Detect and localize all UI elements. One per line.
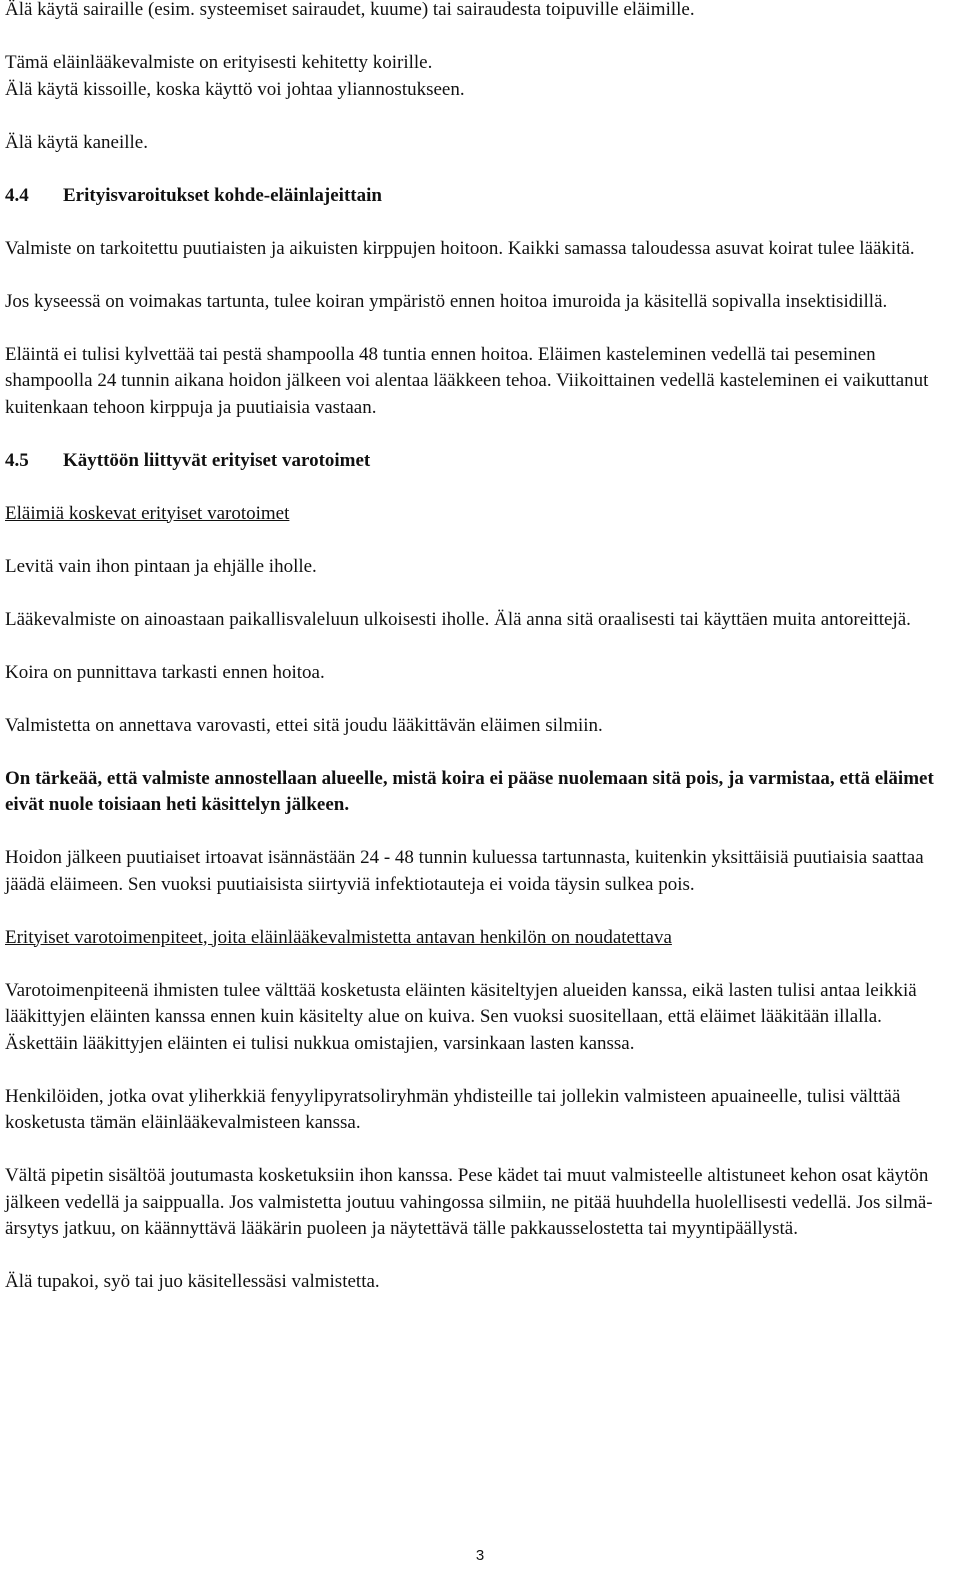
paragraph-no-smoking: Älä tupakoi, syö tai juo käsitellessäsi valmistetta. [5, 1271, 380, 1292]
subheading-person-precautions: Erityiset varotoimenpiteet, joita eläinlääkevalmistetta antavan henkilön on noudatettava [5, 926, 672, 948]
paragraph-weigh-dog: Koira on punnittava tarkasti ennen hoitoa. [5, 661, 325, 683]
section-number: 4.5 [5, 449, 29, 471]
paragraph-target-parasites: Valmiste on tarkoitettu puutiaisten ja aikuisten kirppujen hoitoon. Kaikki samassa taloudessa asuvat koirat tulee lääkitä. [5, 237, 915, 259]
paragraph-hypersensitivity: Henkilöiden, jotka ovat yliherkkiä fenyylipyratsoliryhmän yhdisteille tai jollekin valmisteen apuaineelle, tulisi välttää kosketusta tämän eläinlääkevalmisteen kanssa. [5, 1085, 901, 1133]
section-heading-4-4 [5, 183, 950, 210]
paragraph-avoid-eyes: Valmistetta on annettava varovasti, ettei sitä joudu lääkittävän eläimen silmiin. [5, 714, 603, 736]
subheading-animal-precautions: Eläimiä koskevat erityiset varotoimet [5, 502, 290, 524]
section-title: Käyttöön liittyvät erityiset varotoimet [63, 449, 371, 471]
document-page [5, 0, 950, 1296]
paragraph-no-rabbits: Älä käytä kaneille. [5, 131, 148, 153]
paragraph-bathing: Eläintä ei tulisi kylvettää tai pestä shampoolla 48 tuntia ennen hoitoa. Eläimen kasteleminen vedellä tai peseminen shampoolla 24 tunnin aikana hoidon jälkeen voi alentaa lääkkeen tehoa. Viikoittainen vedellä kasteleminen ei vaikuttanut kuitenkaan tehoon kirppuja ja puutiaisia vastaan. [5, 343, 929, 418]
paragraph-avoid-contact: Varotoimenpiteenä ihmisten tulee välttää kosketusta eläinten käsiteltyjen alueiden kanssa, eikä lasten tulisi antaa leikkiä lääkittyjen eläinten kanssa ennen kuin käsitelty alue on kuiva. Sen vuoksi suositellaan, että eläimet lääkitään illalla. Äskettäin lääkittyjen eläinten ei tulisi nukkua omistajien, varsinkaan lasten kanssa. [5, 979, 917, 1054]
section-number: 4.4 [5, 184, 29, 206]
paragraph-skin-only: Levitä vain ihon pintaan ja ehjälle iholle. [5, 555, 317, 577]
paragraph-heavy-infestation: Jos kyseessä on voimakas tartunta, tulee koiran ympäristö ennen hoitoa imuroida ja käsitellä sopivalla insektisidillä. [5, 290, 888, 312]
paragraph-application-site-warning: On tärkeää, että valmiste annostellaan alueelle, mistä koira ei pääse nuolemaan sitä pois, ja varmistaa, että eläimet eivät nuole toisiaan heti käsittelyn jälkeen. [5, 767, 934, 815]
paragraph-dogs-only: Tämä eläinlääkevalmiste on erityisesti kehitetty koirille. [5, 52, 433, 73]
section-heading-4-5 [5, 448, 950, 475]
page-number: 3 [475, 1547, 485, 1564]
paragraph-topical-use: Lääkevalmiste on ainoastaan paikallisvaleluun ulkoisesti iholle. Älä anna sitä oraalisesti tai käyttäen muita antoreittejä. [5, 608, 911, 630]
paragraph-pipette-contact: Vältä pipetin sisältöä joutumasta kosketuksiin ihon kanssa. Pese kädet tai muut valmisteelle altistuneet kehon osat käytön jälkeen vedellä ja saippualla. Jos valmistetta joutuu vahingossa silmiin, ne pitää huuhdella huolellisesti vedellä. Jos silmä-ärsytys jatkuu, on käännyttävä lääkärin puoleen ja näytettävä tälle pakkausselostetta tai myyntipäällystä. [5, 1165, 933, 1239]
paragraph-no-cats: Älä käytä kissoille, koska käyttö voi johtaa yliannostukseen. [5, 78, 465, 100]
paragraph-ticks-detach: Hoidon jälkeen puutiaiset irtoavat isännästään 24 - 48 tunnin kuluessa tartunnasta, kuitenkin yksittäisiä puutiaisia saattaa jäädä eläimeen. Sen vuoksi puutiaisista siirtyviä infektiotauteja ei voida täysin sulkea pois. [5, 847, 924, 895]
section-title: Erityisvaroitukset kohde-eläinlajeittain [63, 184, 382, 206]
paragraph-sick-animals: Älä käytä sairaille (esim. systeemiset sairaudet, kuume) tai sairaudesta toipuville eläimille. [5, 0, 695, 20]
